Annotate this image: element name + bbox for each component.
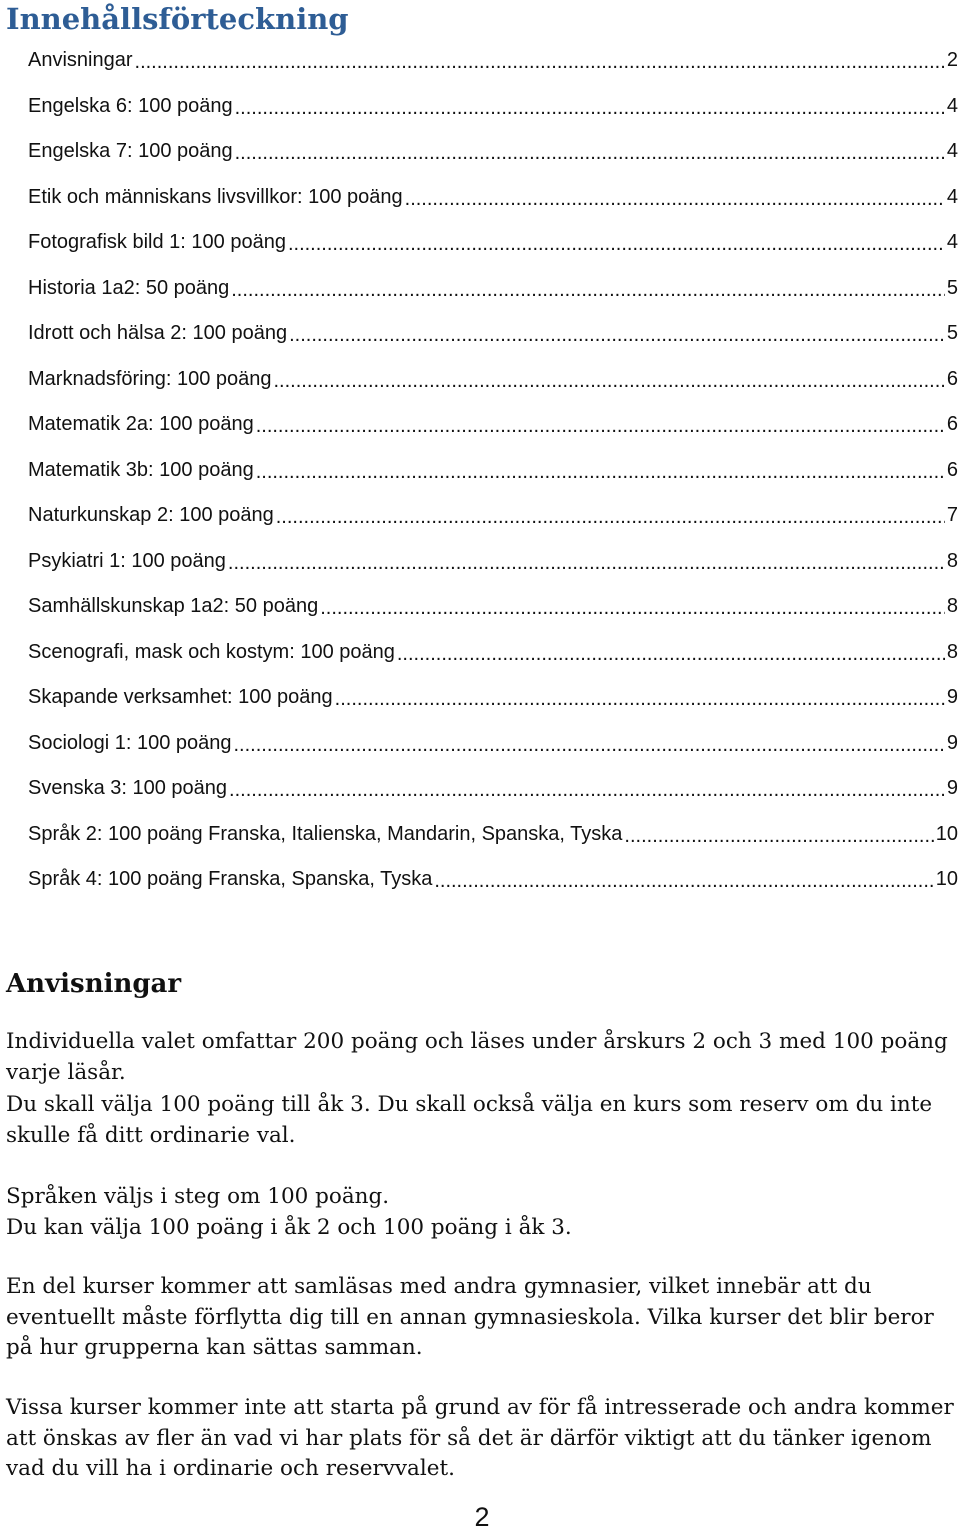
toc-entry-etik[interactable] bbox=[28, 175, 958, 221]
toc-entry-page: 10 bbox=[935, 822, 958, 845]
toc-list bbox=[28, 38, 958, 903]
toc-entry-title: Engelska 7: 100 poäng bbox=[28, 140, 233, 163]
toc-dot-leader bbox=[231, 279, 945, 302]
toc-entry-fotografisk-bild[interactable] bbox=[28, 220, 958, 266]
body-paragraph: Du skall välja 100 poäng till åk 3. Du skall också välja en kurs som reserv om du inte skulle få ditt ordinarie val. bbox=[6, 1092, 933, 1148]
toc-entry-page: 9 bbox=[946, 686, 958, 709]
toc-entry-idrott[interactable] bbox=[28, 311, 958, 357]
toc-entry-page: 4 bbox=[946, 94, 958, 117]
toc-dot-leader bbox=[228, 552, 945, 575]
toc-dot-leader bbox=[235, 97, 945, 120]
toc-entry-matematik-2a[interactable] bbox=[28, 402, 958, 448]
body-paragraph: En del kurser kommer att samläsas med andra gymnasier, vilket innebär att du eventuellt måste förflytta dig till en annan gymnasieskola. Vilka kurser det blir beror på hur grupperna kan sättas samman. bbox=[6, 1274, 934, 1360]
toc-dot-leader bbox=[289, 324, 945, 347]
toc-entry-samhallskunskap[interactable] bbox=[28, 584, 958, 630]
toc-entry-page: 10 bbox=[935, 868, 958, 891]
toc-entry-title: Psykiatri 1: 100 poäng bbox=[28, 549, 226, 572]
toc-entry-title: Marknadsföring: 100 poäng bbox=[28, 367, 272, 390]
toc-entry-naturkunskap[interactable] bbox=[28, 493, 958, 539]
page-number: 2 bbox=[474, 1502, 490, 1532]
toc-entry-marknadsforing[interactable] bbox=[28, 357, 958, 403]
toc-entry-scenografi[interactable] bbox=[28, 630, 958, 676]
toc-entry-title: Scenografi, mask och kostym: 100 poäng bbox=[28, 640, 395, 663]
toc-dot-leader bbox=[397, 643, 945, 666]
toc-entry-engelska-7[interactable] bbox=[28, 129, 958, 175]
toc-entry-page: 6 bbox=[946, 458, 958, 481]
toc-entry-page: 6 bbox=[946, 413, 958, 436]
toc-entry-sociologi[interactable] bbox=[28, 721, 958, 767]
toc-dot-leader bbox=[135, 51, 945, 74]
toc-entry-title: Etik och människans livsvillkor: 100 poäng bbox=[28, 185, 403, 208]
toc-entry-page: 4 bbox=[946, 140, 958, 163]
toc-entry-page: 5 bbox=[946, 322, 958, 345]
body-paragraph: Individuella valet omfattar 200 poäng och läses under årskurs 2 och 3 med 100 poäng varje läsår. bbox=[6, 1029, 948, 1085]
toc-dot-leader bbox=[274, 370, 945, 393]
toc-entry-title: Historia 1a2: 50 poäng bbox=[28, 276, 230, 299]
toc-entry-page: 9 bbox=[946, 731, 958, 754]
toc-entry-page: 8 bbox=[946, 549, 958, 572]
toc-entry-title: Engelska 6: 100 poäng bbox=[28, 94, 233, 117]
toc-entry-title: Fotografisk bild 1: 100 poäng bbox=[28, 231, 286, 254]
toc-entry-page: 8 bbox=[946, 595, 958, 618]
toc-dot-leader bbox=[320, 597, 945, 620]
toc-entry-title: Matematik 3b: 100 poäng bbox=[28, 458, 254, 481]
toc-entry-title: Språk 2: 100 poäng Franska, Italienska, Mandarin, Spanska, Tyska bbox=[28, 822, 623, 845]
toc-entry-page: 5 bbox=[946, 276, 958, 299]
toc-dot-leader bbox=[256, 461, 945, 484]
toc-dot-leader bbox=[276, 506, 945, 529]
toc-entry-skapande-verksamhet[interactable] bbox=[28, 675, 958, 721]
toc-entry-title: Sociologi 1: 100 poäng bbox=[28, 731, 232, 754]
toc-dot-leader bbox=[335, 688, 945, 711]
toc-dot-leader bbox=[624, 825, 933, 848]
toc-heading: Innehållsförteckning bbox=[6, 2, 349, 36]
toc-entry-page: 4 bbox=[946, 185, 958, 208]
toc-entry-title: Språk 4: 100 poäng Franska, Spanska, Tyska bbox=[28, 868, 433, 891]
toc-dot-leader bbox=[434, 870, 933, 893]
toc-entry-historia[interactable] bbox=[28, 266, 958, 312]
toc-entry-page: 6 bbox=[946, 367, 958, 390]
toc-entry-sprak-2[interactable] bbox=[28, 812, 958, 858]
toc-entry-title: Anvisningar bbox=[28, 49, 133, 72]
body-paragraph: Språken väljs i steg om 100 poäng. bbox=[6, 1184, 390, 1209]
toc-entry-title: Skapande verksamhet: 100 poäng bbox=[28, 686, 333, 709]
toc-dot-leader bbox=[229, 779, 945, 802]
toc-dot-leader bbox=[405, 188, 945, 211]
toc-entry-title: Matematik 2a: 100 poäng bbox=[28, 413, 254, 436]
toc-entry-page: 4 bbox=[946, 231, 958, 254]
toc-dot-leader bbox=[234, 734, 945, 757]
toc-entry-title: Svenska 3: 100 poäng bbox=[28, 777, 228, 800]
section-heading: Anvisningar bbox=[6, 969, 182, 999]
toc-entry-engelska-6[interactable] bbox=[28, 84, 958, 130]
body-paragraph: Vissa kurser kommer inte att starta på grund av för få intresserade och andra kommer att önskas av fler än vad vi har plats för så det är därför viktigt att du tänker igenom vad du vill ha i ordinarie och reservvalet. bbox=[6, 1395, 954, 1481]
toc-entry-title: Samhällskunskap 1a2: 50 poäng bbox=[28, 595, 319, 618]
toc-entry-page: 9 bbox=[946, 777, 958, 800]
toc-entry-matematik-3b[interactable] bbox=[28, 448, 958, 494]
toc-entry-svenska-3[interactable] bbox=[28, 766, 958, 812]
toc-entry-title: Naturkunskap 2: 100 poäng bbox=[28, 504, 274, 527]
toc-entry-psykiatri[interactable] bbox=[28, 539, 958, 585]
toc-entry-page: 2 bbox=[946, 49, 958, 72]
body-paragraph: Du kan välja 100 poäng i åk 2 och 100 poäng i åk 3. bbox=[6, 1215, 572, 1240]
toc-dot-leader bbox=[235, 142, 945, 165]
toc-entry-sprak-4[interactable] bbox=[28, 857, 958, 903]
toc-entry-title: Idrott och hälsa 2: 100 poäng bbox=[28, 322, 288, 345]
toc-entry-page: 7 bbox=[946, 504, 958, 527]
toc-dot-leader bbox=[256, 415, 945, 438]
toc-entry-page: 8 bbox=[946, 640, 958, 663]
toc-dot-leader bbox=[288, 233, 945, 256]
toc-entry-anvisningar[interactable] bbox=[28, 38, 958, 84]
